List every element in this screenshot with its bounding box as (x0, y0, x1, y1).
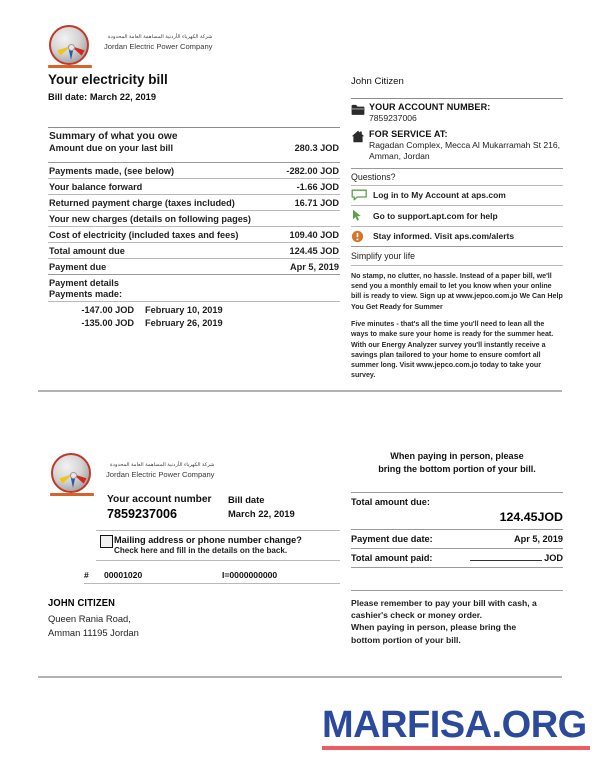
table-row (48, 195, 340, 210)
questions-item-support[interactable] (351, 206, 563, 226)
barcode-left-number: 00001020 (104, 570, 143, 580)
logo-hub (70, 472, 77, 479)
payment-details-heading-row (48, 275, 340, 288)
table-row (48, 211, 340, 226)
due-date-row (351, 530, 563, 548)
questions-title: Questions? (351, 172, 396, 182)
stub-footer-text (351, 597, 563, 646)
table-row (48, 227, 340, 242)
row-value: -1.66 JOD (296, 181, 339, 192)
logo-base-bar (48, 65, 92, 68)
logo-emblem-icon (50, 452, 96, 498)
in-person-note-line-2: bring the bottom portion of your bill. (378, 463, 536, 474)
stub-rule-above-checkbox (96, 530, 340, 531)
row-label: Total amount due (49, 245, 125, 256)
stub-account-label: Your account number (107, 494, 212, 505)
service-address-value: Ragadan Complex, Mecca Al Mukarramah St 216, Amman, Jordan (369, 140, 561, 161)
company-name-english: Jordan Electric Power Company (104, 42, 213, 51)
row-value: 124.45 JOD (289, 245, 339, 256)
row-label: Cost of electricity (included taxes and fees) (49, 229, 239, 240)
payment-entry (48, 318, 340, 331)
stub-footer-rule (351, 590, 563, 591)
page-title: Your electricity bill (48, 72, 168, 87)
address-change-sublabel: Check here and fill in the details on the back. (114, 546, 288, 555)
account-number-value: 7859237006 (369, 113, 417, 123)
stub-rule-below-checkbox (96, 560, 340, 561)
row-label: Amount due on your last bill (49, 143, 174, 153)
watermark-text: MARFISA.ORG (322, 704, 587, 746)
service-address-label: FOR SERVICE AT: (369, 129, 448, 139)
row-value: Apr 5, 2019 (289, 261, 339, 272)
stub-footer-panel (351, 590, 563, 646)
company-name-arabic: شركة الكهرباء الأردنية المساهمة العامة المحدودة (107, 34, 213, 40)
payment-date: February 10, 2019 (145, 305, 223, 316)
stub-bill-date-label: Bill date (228, 494, 265, 505)
stub-bill-date-value: March 22, 2019 (228, 508, 295, 519)
stub-footer-line-2: cashier's check or money order. (351, 610, 483, 621)
payments-made-heading: Payments made: (49, 288, 123, 299)
row-label: Your new charges (details on following pages) (49, 213, 251, 224)
watermark-underline (322, 746, 590, 750)
row-label: Payment due (49, 261, 107, 272)
barcode-right-number: I=0000000000 (222, 570, 278, 580)
amount-paid-entry[interactable] (470, 553, 563, 563)
speech-bubble-icon (351, 189, 373, 201)
row-label: Returned payment charge (taxes included) (49, 197, 235, 208)
questions-item-label: Log in to My Account at aps.com (373, 190, 506, 201)
cursor-arrow-icon (351, 209, 373, 222)
address-change-checkbox[interactable] (100, 535, 113, 548)
stub-rule-below-barcode (84, 583, 340, 584)
barcode-hash: # (84, 570, 89, 580)
company-name-block (104, 34, 212, 51)
amount-paid-row (351, 549, 563, 567)
in-person-note-line-1: When paying in person, please (390, 451, 524, 461)
payment-details-heading: Payment details (49, 277, 119, 288)
account-number-row (351, 99, 563, 124)
payment-amount: -135.00 JOD (81, 317, 134, 328)
due-date-label: Payment due date: (351, 534, 433, 545)
summary-heading-row (48, 128, 340, 143)
table-row (48, 259, 340, 274)
total-due-value: 124.45JOD (499, 510, 563, 525)
stub-rule-4 (351, 567, 563, 568)
table-row (48, 179, 340, 194)
simplify-title: Simplify your life (351, 251, 416, 262)
address-change-label: Mailing address or phone number change? (114, 535, 302, 545)
payment-entry (48, 302, 340, 317)
account-number-label: YOUR ACCOUNT NUMBER: (369, 102, 491, 112)
payments-made-heading-row (48, 288, 340, 301)
table-row (48, 163, 340, 178)
amount-paid-currency: JOD (544, 553, 563, 564)
row-label: Your balance forward (49, 181, 143, 192)
bill-date: Bill date: March 22, 2019 (48, 92, 156, 102)
company-name-arabic: شركة الكهرباء الأردنية المساهمة العامة المحدودة (109, 462, 215, 468)
questions-item-label: Go to support.apt.com for help (373, 210, 498, 221)
simplify-divider (351, 265, 563, 266)
simplify-paragraph-1: No stamp, no clutter, no hassle. Instead of a paper bill, we'll send you a monthly email to let you know when your online bill is ready to view. Sign up at www.jepco.com.jo We Can Help You Get Ready for Summer (351, 271, 563, 311)
customer-name: John Citizen (351, 76, 404, 87)
payment-amount: -147.00 JOD (81, 305, 134, 316)
due-date-value: Apr 5, 2019 (513, 534, 563, 545)
amount-paid-label: Total amount paid: (351, 553, 433, 564)
in-person-note (351, 450, 563, 475)
questions-item-alerts[interactable] (351, 227, 563, 247)
payment-date: February 26, 2019 (145, 317, 223, 328)
company-logo-top (48, 24, 213, 70)
section-separator-bottom (38, 676, 562, 678)
summary-table (48, 127, 340, 330)
row-value: -282.00 JOD (286, 165, 339, 176)
account-info-panel (351, 98, 563, 381)
simplify-paragraph-2: Five minutes - that's all the time you'll need to lean all the ways to make sure your home is ready for the summer heat. With our Energy Analyzer survey you'll instantly receive a savings plan tailored to your home to ensure comfort all summer long. Visit www.jepco.com.jo today to take your survey. (351, 319, 554, 380)
folder-icon (351, 102, 369, 121)
payment-stub-panel (351, 450, 563, 568)
total-due-label: Total amount due: (351, 497, 430, 508)
logo-emblem-icon (48, 24, 94, 70)
row-value: 109.40 JOD (289, 229, 339, 240)
summary-heading: Summary of what you owe (49, 131, 178, 142)
stub-footer-line-1: Please remember to pay your bill with cash, a (351, 598, 537, 608)
company-name-english: Jordan Electric Power Company (106, 470, 215, 479)
stub-footer-line-4: bottom portion of your bill. (351, 634, 461, 645)
row-value: 280.3 JOD (294, 143, 339, 153)
service-address-row (351, 124, 563, 162)
account-number-body (369, 102, 563, 124)
questions-item-label: Stay informed. Visit aps.com/alerts (373, 231, 515, 242)
addressee-name: JOHN CITIZEN (48, 598, 116, 609)
row-label: Payments made, (see below) (49, 165, 175, 176)
house-icon (351, 129, 369, 148)
amount-paid-input-line[interactable] (470, 560, 542, 561)
stub-footer-line-3: When paying in person, please bring the (351, 622, 517, 633)
section-separator-top (38, 390, 562, 392)
company-logo-stub (50, 452, 215, 498)
stub-account-number: 7859237006 (107, 507, 178, 521)
watermark (322, 706, 590, 750)
row-value: 16.71 JOD (294, 197, 339, 208)
addressee-line-2: Amman 11195 Jordan (48, 627, 139, 638)
service-address-body (369, 129, 563, 162)
logo-hub (68, 44, 75, 51)
questions-item-login[interactable] (351, 186, 563, 205)
alert-icon (351, 230, 373, 243)
table-row (48, 143, 340, 155)
company-name-block (106, 462, 214, 479)
logo-base-bar (50, 493, 94, 496)
total-due-row (351, 493, 563, 507)
table-row (48, 243, 340, 258)
addressee-line-1: Queen Rania Road, (48, 613, 131, 624)
